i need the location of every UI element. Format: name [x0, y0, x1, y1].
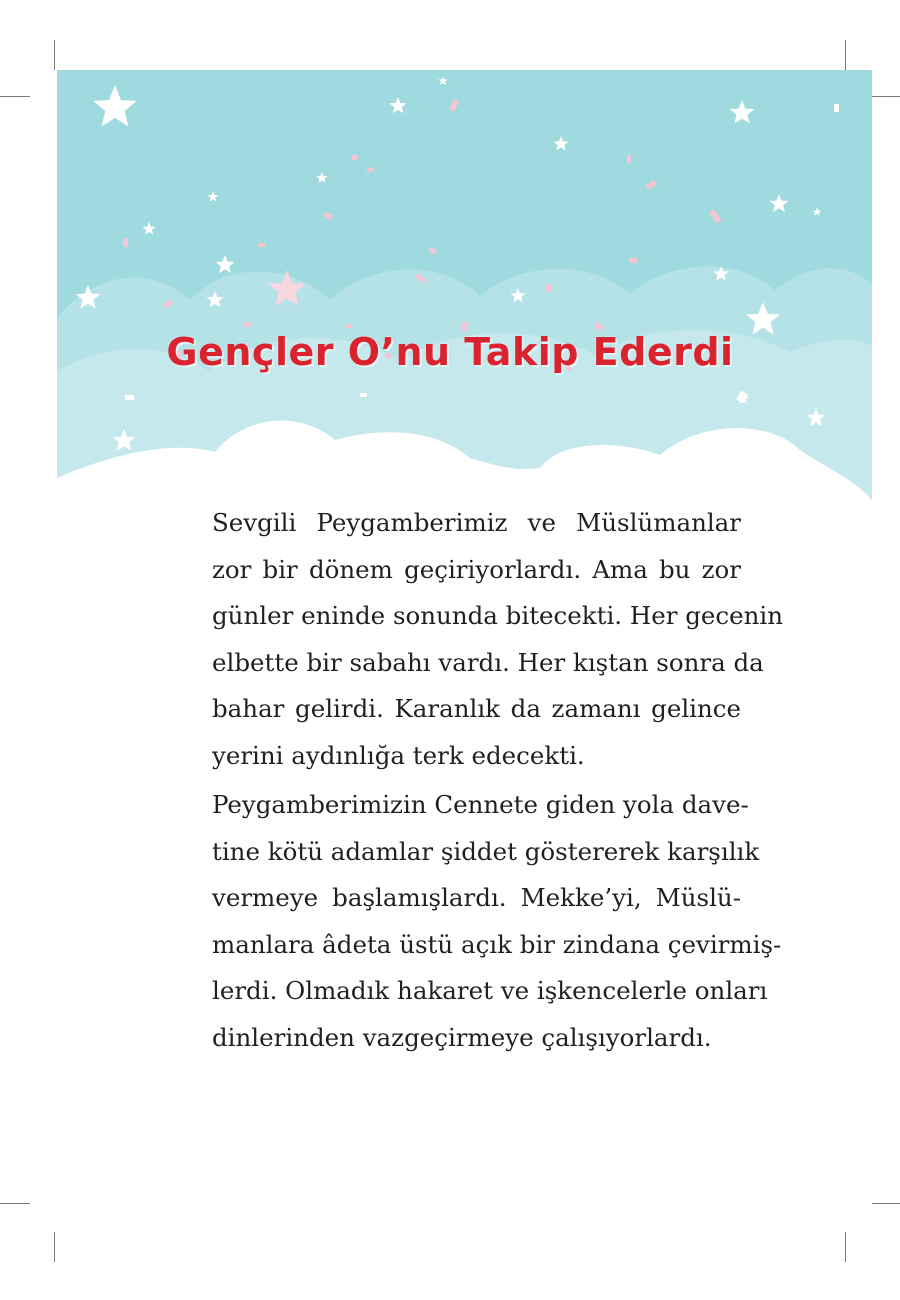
text-line: zor bir dönem geçiriyorlardı. Ama bu zor	[212, 554, 741, 584]
confetti-icon	[629, 258, 637, 263]
confetti-icon	[360, 393, 367, 397]
confetti-icon	[123, 238, 128, 247]
crop-mark-icon	[54, 1232, 55, 1262]
text-line: Peygamberimizin Cennete giden yola dave-	[212, 790, 749, 819]
confetti-icon	[243, 322, 251, 327]
text-line: Sevgili Peygamberimiz ve Müslümanlar	[212, 508, 741, 537]
text-line: manlara âdeta üstü açık bir zindana çevirmiş-	[212, 929, 782, 959]
confetti-icon	[258, 243, 265, 247]
crop-mark-icon	[872, 1203, 900, 1204]
confetti-icon	[834, 104, 839, 112]
text-line: dinlerinden vazgeçirmeye çalışıyorlardı.	[212, 1022, 712, 1052]
text-line: tine kötü adamlar şiddet göstererek karşılık	[212, 836, 760, 866]
text-line: bahar gelirdi. Karanlık da zamanı gelince	[212, 694, 741, 723]
paragraph	[186, 500, 784, 779]
confetti-icon	[627, 155, 631, 163]
text-line: elbette bir sabahı vardı. Her kıştan sonra da	[212, 647, 764, 677]
page-title: Gençler O’nu Takip Ederdi	[166, 330, 734, 374]
text-line: lerdi. Olmadık hakaret ve işkencelerle onları	[212, 976, 768, 1005]
confetti-icon	[352, 155, 357, 160]
text-line: günler eninde sonunda bitecekti. Her gecenin	[212, 601, 784, 630]
crop-mark-icon	[0, 1203, 30, 1204]
body-text	[186, 500, 784, 1061]
confetti-icon	[546, 284, 551, 292]
crop-mark-icon	[845, 1232, 846, 1262]
text-line: yerini aydınlığa terk edecekti.	[212, 740, 585, 770]
text-line: vermeye başlamışlardı. Mekke’yi, Müslü-	[212, 883, 741, 912]
confetti-icon	[125, 395, 134, 400]
paragraph	[186, 782, 782, 1061]
header-illustration	[0, 0, 900, 520]
confetti-icon	[345, 324, 352, 328]
